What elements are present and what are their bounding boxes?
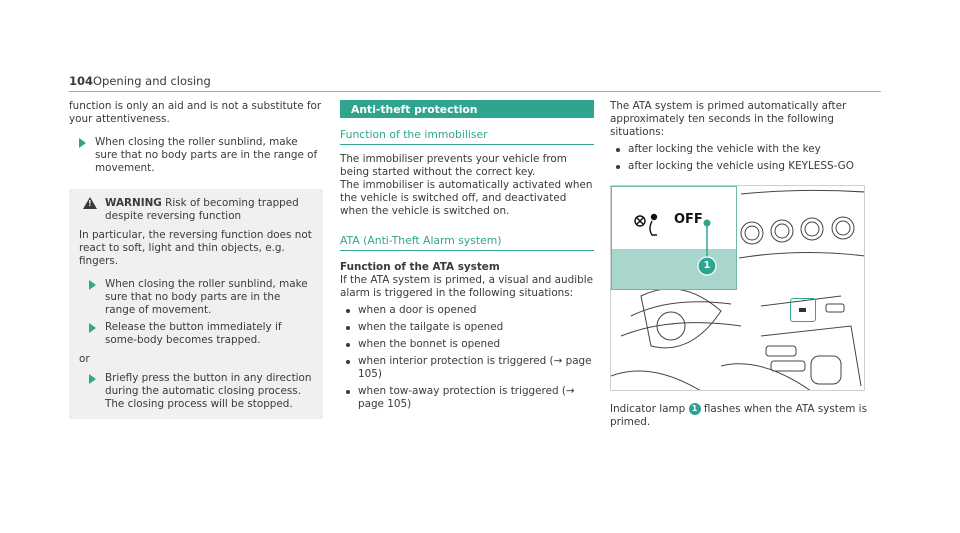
list-item: when the bonnet is opened	[340, 338, 594, 351]
column-right	[610, 100, 880, 429]
list-item: after locking the vehicle with the key	[610, 143, 880, 156]
warning-step	[79, 372, 313, 411]
list-item: after locking the vehicle using KEYLESS-GO	[610, 160, 880, 173]
warning-triangle-icon	[83, 197, 97, 209]
list-item: when interior protection is triggered (→ page 105)	[340, 355, 594, 381]
ata-heading: ATA (Anti-Theft Alarm system)	[340, 234, 594, 251]
ata-function-heading: Function of the ATA system	[340, 261, 500, 273]
or-text: or	[79, 353, 90, 365]
warning-label: WARNING	[105, 197, 162, 209]
step-arrow-icon	[89, 280, 96, 290]
list-item: when the tailgate is opened	[340, 321, 594, 334]
column-left	[69, 100, 323, 419]
warning-title: Risk of becoming trapped despite reversing function	[105, 197, 299, 222]
page-number: 104	[69, 74, 94, 88]
step-arrow-icon	[79, 138, 86, 148]
list-item: when tow-away protection is triggered (→ page 105)	[340, 385, 594, 411]
callout-number: 1	[703, 260, 711, 271]
figure-caption	[610, 403, 880, 429]
warning-body: In particular, the reversing function does not react to soft, light and thin objects, e.g. fingers.	[79, 229, 312, 267]
column-middle	[340, 100, 594, 411]
priming-intro: The ATA system is primed automatically after approximately ten seconds in the following situations:	[610, 100, 847, 138]
caption-callout-icon: 1	[689, 403, 701, 415]
section-title: Opening and closing	[93, 74, 211, 88]
trigger-list	[340, 304, 594, 411]
step-arrow-icon	[89, 323, 96, 333]
indicator-lamp-highlight	[790, 298, 816, 322]
caption-prefix: Indicator lamp	[610, 403, 686, 415]
immobiliser-text-1: The immobiliser prevents your vehicle from being started without the correct key.	[340, 153, 567, 178]
indicator-symbol	[612, 187, 738, 291]
header-divider	[69, 91, 881, 92]
step-arrow-icon	[89, 374, 96, 384]
immobiliser-text-2: The immobiliser is automatically activated when the vehicle is switched off, and deactivated when the vehicle is switched on.	[340, 179, 593, 217]
caption-suffix: flashes when the ATA system is primed.	[610, 403, 867, 428]
immobiliser-heading: Function of the immobiliser	[340, 128, 594, 145]
warning-box	[69, 189, 323, 419]
page-header	[69, 75, 881, 91]
dashboard-illustration	[610, 185, 865, 391]
instruction-step	[69, 136, 323, 175]
list-item: when a door is opened	[340, 304, 594, 317]
section-band-title: Anti-theft protection	[340, 100, 594, 118]
off-label: OFF	[674, 212, 703, 227]
warning-step	[79, 321, 313, 347]
step-text: Release the button immediately if some-body becomes trapped.	[105, 321, 282, 346]
intro-text: function is only an aid and is not a substitute for your attentiveness.	[69, 100, 322, 125]
step-text: When closing the roller sunblind, make sure that no body parts are in the range of movement.	[95, 136, 318, 174]
warning-header	[79, 197, 313, 223]
ata-intro: If the ATA system is primed, a visual and audible alarm is triggered in the following situations:	[340, 274, 593, 299]
priming-list	[610, 143, 880, 173]
step-text: When closing the roller sunblind, make sure that no body parts are in the range of movement.	[105, 278, 308, 316]
indicator-inset	[611, 186, 737, 290]
warning-step	[79, 278, 313, 317]
step-text: Briefly press the button in any direction during the automatic closing process. The closing process will be stopped.	[105, 372, 312, 410]
